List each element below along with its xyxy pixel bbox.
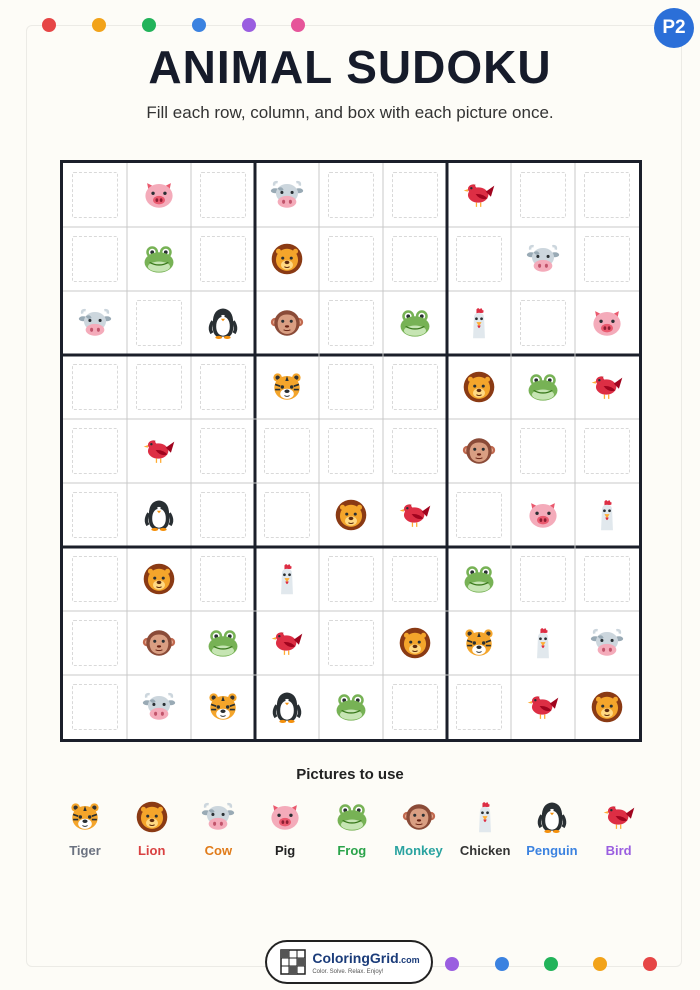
cell-lion[interactable] — [575, 675, 639, 739]
monkey-face-icon — [142, 626, 176, 660]
decor-dot — [242, 18, 256, 32]
empty-cell-placeholder — [72, 620, 118, 666]
red-bird-icon — [398, 498, 432, 532]
coloringgrid-logo[interactable] — [265, 940, 433, 984]
decor-dot — [142, 18, 156, 32]
tiger-face-icon — [68, 800, 102, 834]
empty-cell-placeholder — [328, 300, 374, 346]
legend-label: Frog — [337, 843, 367, 858]
empty-cell[interactable] — [319, 355, 383, 419]
empty-cell[interactable] — [127, 291, 191, 355]
cell-cow[interactable] — [255, 163, 319, 227]
empty-cell[interactable] — [191, 419, 255, 483]
empty-cell-placeholder — [200, 492, 246, 538]
lion-face-icon — [135, 800, 169, 834]
empty-cell-placeholder — [520, 300, 566, 346]
empty-cell[interactable] — [319, 611, 383, 675]
empty-cell[interactable] — [127, 355, 191, 419]
penguin-icon — [270, 690, 304, 724]
empty-cell-placeholder — [584, 236, 630, 282]
cell-bird[interactable] — [255, 611, 319, 675]
logo-domain: .com — [398, 954, 420, 965]
page-title: ANIMAL SUDOKU — [148, 41, 552, 93]
frog-face-icon — [142, 242, 176, 276]
decor-dot — [495, 957, 509, 971]
legend-item-penguin — [517, 800, 587, 858]
cell-monkey[interactable] — [255, 291, 319, 355]
empty-cell[interactable] — [383, 419, 447, 483]
empty-cell[interactable] — [191, 483, 255, 547]
empty-cell[interactable] — [63, 355, 127, 419]
empty-cell-placeholder — [456, 684, 502, 730]
empty-cell[interactable] — [447, 227, 511, 291]
empty-cell[interactable] — [319, 547, 383, 611]
red-bird-icon — [142, 434, 176, 468]
legend-label: Cow — [204, 843, 233, 858]
empty-cell-placeholder — [520, 556, 566, 602]
empty-cell[interactable] — [63, 163, 127, 227]
frog-face-icon — [335, 800, 369, 834]
empty-cell-placeholder — [72, 684, 118, 730]
cell-chicken[interactable] — [575, 483, 639, 547]
empty-cell[interactable] — [383, 675, 447, 739]
cell-penguin[interactable] — [191, 291, 255, 355]
empty-cell[interactable] — [383, 355, 447, 419]
cell-pig[interactable] — [511, 483, 575, 547]
empty-cell-placeholder — [72, 172, 118, 218]
empty-cell[interactable] — [319, 419, 383, 483]
empty-cell-placeholder — [392, 364, 438, 410]
empty-cell[interactable] — [63, 675, 127, 739]
cell-frog[interactable] — [191, 611, 255, 675]
cell-cow[interactable] — [127, 675, 191, 739]
legend-label: Pig — [274, 843, 296, 858]
logo-wordmark: ColoringGrid — [312, 949, 399, 966]
decor-dot — [92, 18, 106, 32]
empty-cell[interactable] — [63, 547, 127, 611]
empty-cell[interactable] — [191, 227, 255, 291]
frog-face-icon — [526, 370, 560, 404]
chicken-icon — [462, 306, 496, 340]
decor-dot — [593, 957, 607, 971]
chicken-icon — [270, 562, 304, 596]
empty-cell-placeholder — [200, 364, 246, 410]
empty-cell-placeholder — [392, 236, 438, 282]
red-bird-icon — [526, 690, 560, 724]
penguin-icon — [142, 498, 176, 532]
empty-cell-placeholder — [584, 428, 630, 474]
legend-label: Bird — [605, 843, 632, 858]
lion-face-icon — [398, 626, 432, 660]
cell-bird[interactable] — [511, 675, 575, 739]
cell-frog[interactable] — [383, 291, 447, 355]
cow-face-icon — [78, 306, 112, 340]
decor-dot — [192, 18, 206, 32]
cow-face-icon — [590, 626, 624, 660]
lion-face-icon — [462, 370, 496, 404]
empty-cell[interactable] — [319, 227, 383, 291]
empty-cell-placeholder — [328, 428, 374, 474]
empty-cell-placeholder — [72, 364, 118, 410]
cell-bird[interactable] — [447, 163, 511, 227]
empty-cell-placeholder — [328, 236, 374, 282]
cell-lion[interactable] — [447, 355, 511, 419]
cell-frog[interactable] — [511, 355, 575, 419]
cell-lion[interactable] — [255, 227, 319, 291]
empty-cell[interactable] — [383, 163, 447, 227]
empty-cell-placeholder — [328, 364, 374, 410]
empty-cell[interactable] — [191, 355, 255, 419]
cell-cow[interactable] — [511, 227, 575, 291]
empty-cell-placeholder — [584, 556, 630, 602]
legend-label: Monkey — [394, 843, 443, 858]
grid-logo-icon — [278, 947, 308, 977]
legend-item-pig — [250, 800, 320, 858]
pig-face-icon — [142, 178, 176, 212]
empty-cell[interactable] — [191, 163, 255, 227]
cell-pig[interactable] — [127, 163, 191, 227]
empty-cell[interactable] — [511, 291, 575, 355]
legend-label: Lion — [137, 843, 166, 858]
decor-dot — [291, 18, 305, 32]
empty-cell[interactable] — [63, 227, 127, 291]
cell-bird[interactable] — [383, 483, 447, 547]
legend-label: Tiger — [69, 843, 101, 858]
sudoku-grid — [60, 160, 642, 742]
cell-bird[interactable] — [127, 419, 191, 483]
empty-cell-placeholder — [520, 172, 566, 218]
frog-face-icon — [398, 306, 432, 340]
frog-face-icon — [462, 562, 496, 596]
cell-lion[interactable] — [127, 547, 191, 611]
cell-penguin[interactable] — [255, 675, 319, 739]
penguin-icon — [535, 800, 569, 834]
cow-face-icon — [270, 178, 304, 212]
cow-face-icon — [201, 800, 235, 834]
lion-face-icon — [334, 498, 368, 532]
pig-face-icon — [590, 306, 624, 340]
empty-cell[interactable] — [319, 163, 383, 227]
cell-lion[interactable] — [383, 611, 447, 675]
frog-face-icon — [334, 690, 368, 724]
tiger-face-icon — [462, 626, 496, 660]
cell-frog[interactable] — [319, 675, 383, 739]
frog-face-icon — [206, 626, 240, 660]
empty-cell[interactable] — [575, 163, 639, 227]
empty-cell-placeholder — [392, 172, 438, 218]
lion-face-icon — [590, 690, 624, 724]
legend-item-bird — [584, 800, 654, 858]
decor-dot — [42, 18, 56, 32]
empty-cell-placeholder — [200, 556, 246, 602]
legend-item-tiger — [50, 800, 120, 858]
empty-cell-placeholder — [136, 364, 182, 410]
empty-cell-placeholder — [264, 492, 310, 538]
cell-cow[interactable] — [63, 291, 127, 355]
cow-face-icon — [142, 690, 176, 724]
red-bird-icon — [462, 178, 496, 212]
logo-tagline: Color. Solve. Relax. Enjoy! — [312, 968, 384, 975]
cell-monkey[interactable] — [127, 611, 191, 675]
empty-cell-placeholder — [392, 556, 438, 602]
empty-cell[interactable] — [255, 419, 319, 483]
empty-cell[interactable] — [383, 547, 447, 611]
legend-item-cow — [183, 800, 253, 858]
empty-cell-placeholder — [72, 556, 118, 602]
pig-face-icon — [526, 498, 560, 532]
empty-cell[interactable] — [319, 291, 383, 355]
empty-cell-placeholder — [328, 172, 374, 218]
red-bird-icon — [270, 626, 304, 660]
empty-cell[interactable] — [447, 483, 511, 547]
page-number-badge: P2 — [654, 8, 694, 48]
decor-dot — [643, 957, 657, 971]
penguin-icon — [206, 306, 240, 340]
empty-cell-placeholder — [328, 556, 374, 602]
empty-cell[interactable] — [575, 419, 639, 483]
empty-cell[interactable] — [63, 611, 127, 675]
monkey-face-icon — [402, 800, 436, 834]
empty-cell-placeholder — [200, 428, 246, 474]
empty-cell-placeholder — [200, 172, 246, 218]
empty-cell-placeholder — [328, 620, 374, 666]
empty-cell[interactable] — [575, 227, 639, 291]
cell-tiger[interactable] — [447, 611, 511, 675]
empty-cell[interactable] — [63, 419, 127, 483]
legend-item-chicken — [450, 800, 520, 858]
monkey-face-icon — [270, 306, 304, 340]
page-subtitle: Fill each row, column, and box with each picture once. — [146, 103, 554, 122]
empty-cell-placeholder — [456, 492, 502, 538]
empty-cell[interactable] — [511, 547, 575, 611]
empty-cell[interactable] — [255, 483, 319, 547]
legend-item-monkey — [384, 800, 454, 858]
empty-cell[interactable] — [511, 419, 575, 483]
legend-label: Chicken — [459, 843, 511, 858]
cell-monkey[interactable] — [447, 419, 511, 483]
tiger-face-icon — [270, 370, 304, 404]
empty-cell-placeholder — [264, 428, 310, 474]
empty-cell[interactable] — [511, 163, 575, 227]
red-bird-icon — [590, 370, 624, 404]
cow-face-icon — [526, 242, 560, 276]
cell-chicken[interactable] — [511, 611, 575, 675]
empty-cell-placeholder — [72, 492, 118, 538]
empty-cell[interactable] — [575, 547, 639, 611]
empty-cell-placeholder — [72, 428, 118, 474]
monkey-face-icon — [462, 434, 496, 468]
decor-dot — [544, 957, 558, 971]
lion-face-icon — [270, 242, 304, 276]
cell-cow[interactable] — [575, 611, 639, 675]
empty-cell-placeholder — [584, 172, 630, 218]
empty-cell-placeholder — [392, 684, 438, 730]
lion-face-icon — [142, 562, 176, 596]
empty-cell-placeholder — [200, 236, 246, 282]
red-bird-icon — [602, 800, 636, 834]
cell-frog[interactable] — [447, 547, 511, 611]
cell-lion[interactable] — [319, 483, 383, 547]
legend-title: Pictures to use — [296, 766, 404, 783]
empty-cell[interactable] — [447, 675, 511, 739]
empty-cell[interactable] — [191, 547, 255, 611]
empty-cell-placeholder — [520, 428, 566, 474]
cell-tiger[interactable] — [191, 675, 255, 739]
empty-cell-placeholder — [72, 236, 118, 282]
cell-tiger[interactable] — [255, 355, 319, 419]
empty-cell-placeholder — [136, 300, 182, 346]
animal-legend — [50, 800, 650, 870]
pig-face-icon — [268, 800, 302, 834]
chicken-icon — [526, 626, 560, 660]
cell-bird[interactable] — [575, 355, 639, 419]
chicken-icon — [468, 800, 502, 834]
legend-item-frog — [317, 800, 387, 858]
legend-label: Penguin — [526, 843, 578, 858]
empty-cell-placeholder — [456, 236, 502, 282]
cell-pig[interactable] — [575, 291, 639, 355]
tiger-face-icon — [206, 690, 240, 724]
empty-cell[interactable] — [63, 483, 127, 547]
decor-dot — [445, 957, 459, 971]
chicken-icon — [590, 498, 624, 532]
cell-chicken[interactable] — [447, 291, 511, 355]
cell-chicken[interactable] — [255, 547, 319, 611]
legend-item-lion — [117, 800, 187, 858]
cell-penguin[interactable] — [127, 483, 191, 547]
cell-frog[interactable] — [127, 227, 191, 291]
empty-cell-placeholder — [392, 428, 438, 474]
empty-cell[interactable] — [383, 227, 447, 291]
